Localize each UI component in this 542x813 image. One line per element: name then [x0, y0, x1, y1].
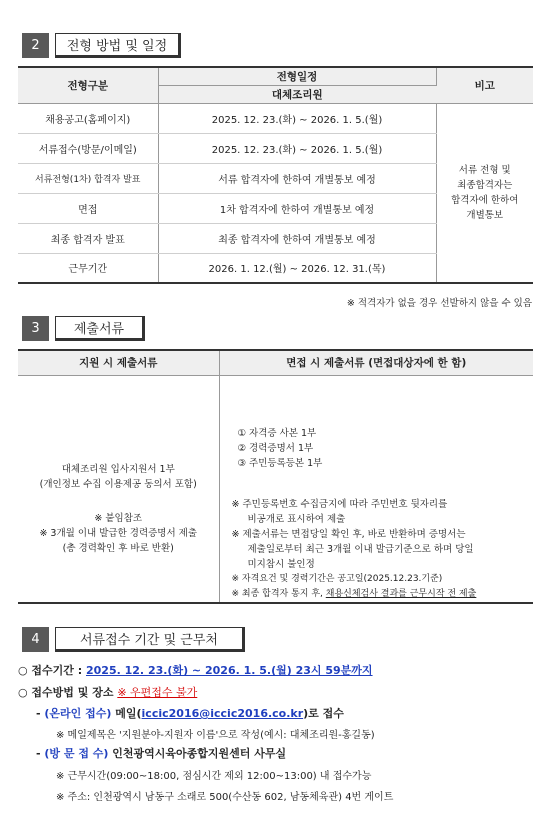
table-row	[18, 103, 533, 133]
section-4-number: 4	[22, 627, 49, 652]
interview-note: 비공개로 표시하여 제출	[247, 513, 346, 525]
final-notice-text: ※ 최종 합격자 통지 후,	[231, 588, 326, 599]
section-3-title: 제출서류	[55, 316, 145, 341]
section-2-number: 2	[22, 33, 49, 58]
section-3-header	[22, 316, 145, 341]
interview-note: ※ 제출서류는 면접당일 확인 후, 바로 반환하며 증명서는	[231, 528, 466, 540]
period-line	[18, 662, 373, 678]
visit-text: 인천광역시육아종합지원센터 사무실	[108, 747, 287, 760]
schedule-table	[18, 66, 533, 284]
apply-line: ※ 3개월 이내 발급한 경력증명서 제출	[39, 527, 198, 539]
visit-line	[36, 745, 286, 761]
row-label: 서류전형(1차) 합격자 발표	[18, 163, 158, 193]
section-2-header	[22, 33, 181, 58]
row-label: 최종 합격자 발표	[18, 223, 158, 253]
health-check-text: 채용신체검사 결과를 근무시작 전 제출	[325, 588, 477, 599]
apply-line: (개인정보 수집 이용제공 동의서 포함)	[39, 478, 197, 490]
row-value: 서류 합격자에 한하여 개별통보 예정	[158, 163, 436, 193]
interview-docs-cell	[219, 375, 533, 603]
email-link[interactable]: iccic2016@iccic2016.co.kr	[141, 707, 304, 720]
section-2-footnote: ※ 적격자가 없을 경우 선발하지 않을 수 있음	[346, 298, 532, 309]
period-label: ○ 접수기간 :	[18, 664, 86, 677]
note-line: 합격자에 한하여	[451, 194, 519, 206]
note-line: 서류 전형 및	[458, 164, 511, 176]
row-label: 면접	[18, 193, 158, 223]
row-value: 2026. 1. 12.(월) ~ 2026. 12. 31.(목)	[158, 253, 436, 283]
period-value: 2025. 12. 23.(화) ~ 2026. 1. 5.(월) 23시 59분까지	[86, 664, 373, 677]
method-label: ○ 접수방법 및 장소	[18, 686, 118, 699]
online-text: 메일(	[111, 707, 142, 720]
row-value: 1차 합격자에 한하여 개별통보 예정	[158, 193, 436, 223]
visit-tag: (방 문 접 수)	[44, 747, 109, 760]
apply-line: ※ 붙임참조	[94, 512, 143, 524]
interview-note: 미지참시 불인정	[247, 558, 315, 570]
online-text-end: )로 접수	[303, 707, 344, 720]
apply-line: 대체조리원 입사지원서 1부	[61, 463, 175, 475]
col-header-note: 비고	[436, 67, 533, 103]
online-line	[36, 705, 344, 721]
interview-item: ① 자격증 사본 1부	[237, 427, 317, 439]
note-line: 최종합격자는	[457, 179, 513, 191]
section-3-number: 3	[22, 316, 49, 341]
section-4-header	[22, 627, 245, 652]
visit-sub-note-address: ※ 주소: 인천광역시 남동구 소래로 500(수산동 602, 남동체육관) 4번 게이트	[56, 792, 394, 803]
interview-note: ※ 자격요건 및 경력기간은 공고일(2025.12.23.기준)	[231, 573, 443, 584]
interview-note	[232, 587, 534, 602]
col-header-interview: 면접 시 제출서류 (면접대상자에 한 함)	[219, 350, 533, 375]
documents-table	[18, 349, 533, 604]
col-header-apply: 지원 시 제출서류	[18, 350, 219, 375]
note-cell	[436, 103, 533, 283]
interview-item: ③ 주민등록등본 1부	[237, 457, 323, 469]
online-sub-note: ※ 메일제목은 '지원분야-지원자 이름'으로 작성(예시: 대체조리원-홍길동)	[56, 730, 375, 741]
note-line: 개별통보	[466, 209, 504, 221]
row-value: 2025. 12. 23.(화) ~ 2026. 1. 5.(월)	[158, 133, 436, 163]
row-label: 채용공고(홈페이지)	[18, 103, 158, 133]
col-header-group: 전형구분	[18, 67, 158, 103]
col-header-sub: 대체조리원	[158, 85, 436, 103]
section-2-title: 전형 방법 및 일정	[55, 33, 181, 58]
col-header-schedule: 전형일정	[158, 67, 436, 85]
apply-line: (총 경력확인 후 바로 반환)	[62, 542, 174, 554]
visit-prefix: -	[36, 747, 45, 760]
row-value: 2025. 12. 23.(화) ~ 2026. 1. 5.(월)	[158, 103, 436, 133]
online-prefix: -	[36, 707, 45, 720]
row-label: 서류접수(방문/이메일)	[18, 133, 158, 163]
apply-docs-cell	[18, 375, 219, 603]
method-note: ※ 우편접수 불가	[117, 686, 198, 699]
interview-item: ② 경력증명서 1부	[237, 442, 314, 454]
visit-sub-note-hours: ※ 근무시간(09:00~18:00, 점심시간 제외 12:00~13:00) 내 접수가능	[56, 771, 372, 782]
section-4-title: 서류접수 기간 및 근무처	[55, 627, 245, 652]
row-label: 근무기간	[18, 253, 158, 283]
method-line	[18, 684, 197, 700]
interview-note: 제출일로부터 최근 3개월 이내 발급기준으로 하며 당일	[247, 543, 474, 555]
online-tag: (온라인 접수)	[44, 707, 112, 720]
interview-note: ※ 주민등록번호 수집금지에 따라 주민번호 뒷자리를	[231, 498, 448, 510]
row-value: 최종 합격자에 한하여 개별통보 예정	[158, 223, 436, 253]
